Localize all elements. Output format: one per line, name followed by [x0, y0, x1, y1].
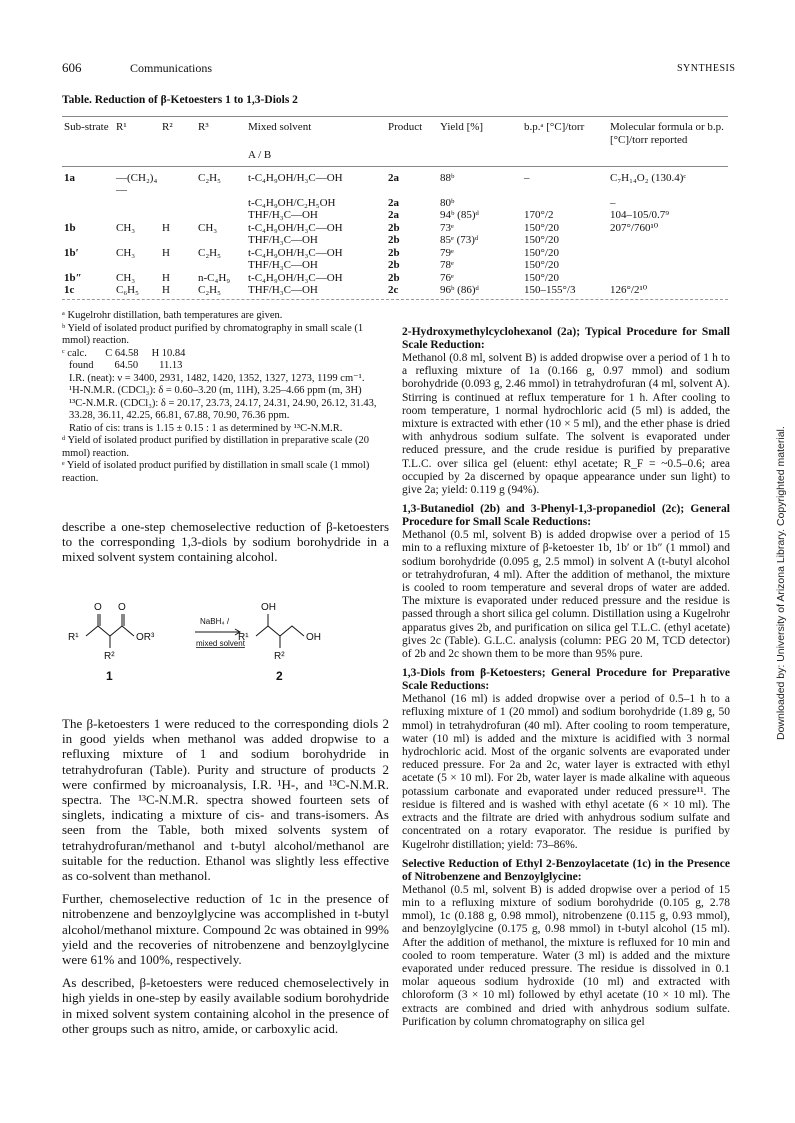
footnote-c-found: found 64.50 11.13 [69, 360, 183, 371]
table-cell: 150°/20 [524, 234, 559, 246]
table-cell: 1b′ [64, 246, 79, 259]
table-cell [160, 259, 196, 272]
table-cell [608, 247, 728, 260]
table-cell: C₇H₁₄O₂ (130.4)ᶜ [610, 171, 687, 184]
table-cell [160, 234, 196, 247]
solvent-subheader: A / B [246, 146, 386, 166]
table-cell: 79ᵉ [440, 246, 454, 259]
table-cell: 1a [64, 171, 75, 184]
table-cell [608, 234, 728, 247]
table-cell [114, 209, 160, 222]
table-cell [196, 259, 246, 272]
footnote-e: ᵉ Yield of isolated product purified by distillation in small scale (1 mmol) reaction. [62, 460, 370, 484]
col-header-product: Product [388, 121, 423, 133]
footnote-c-cnmr: ¹³C-N.M.R. (CDCl₃): δ = 20.17, 23.73, 24.17, 24.31, 24.90, 26.12, 31.43, 33.28, 36.11, 42.25, 66.81, 67.88, 70.90, 76.36 ppm. [69, 397, 377, 421]
table-cell: 2b [388, 246, 400, 259]
table-row [62, 259, 728, 272]
footnote-c-hnmr: ¹H-N.M.R. (CDCl₃): δ = 0.60–3.20 (m, 11H), 3.25–4.66 ppm (m, 3H) [69, 385, 362, 396]
footnote-d: ᵈ Yield of isolated product purified by distillation in preparative scale (20 mmol) reaction. [62, 435, 370, 459]
table-cell: C₂H₅ [198, 171, 221, 184]
label-oh2: OH [306, 632, 321, 643]
left-body-top [62, 519, 389, 573]
table-cell [114, 259, 160, 272]
table-row [62, 284, 728, 297]
table-cell: 1b [64, 221, 76, 234]
body-paragraph-2: The β-ketoesters 1 were reduced to the corresponding diols 2 in good yields when methanol was added dropwise to a refluxing mixture of 1 and sodium borohydride in tetrahydrofuran (Table). Purity and structure of products 2 were confirmed by microanalysis, I.R. ¹H-, and ¹³C-N.M.R. spectra. The ¹³C-N.M.R. spectra showed fourteen sets of singlets, indicating a mixture of cis- and trans-isomers. As seen from the Table, both mixed solvents system of tetrahydrofuran/methanol and t-butyl alcohol/methanol are suitable for the reduction. Ethanol was slightly less effective as co-solvent than methanol. [62, 716, 389, 884]
table-cell: 150°/20 [524, 259, 559, 271]
table-cell: – [610, 196, 616, 209]
table-cell: t-C₄H₉OH/H₃C—OH [248, 271, 343, 284]
table-cell: 2b [388, 259, 400, 271]
reaction-scheme [62, 588, 402, 688]
table-bottom-rule [62, 299, 728, 300]
table-cell [160, 197, 196, 210]
table-cell: t-C₄H₉OH/C₂H₅OH [248, 196, 336, 209]
footnote-b: ᵇ Yield of isolated product purified by chromatography in small scale (1 mmol) reaction. [62, 322, 364, 346]
label-oh1: OH [261, 602, 276, 613]
table-cell: 170°/2 [524, 209, 554, 221]
heading-selective-reduction: Selective Reduction of Ethyl 2-Benzoylacetate (1c) in the Presence of Nitrobenzene and Benzoylglycine: [402, 857, 730, 883]
section-title: Communications [130, 61, 212, 75]
table-cell [608, 272, 728, 285]
table-row [62, 234, 728, 247]
footnote-a: ᵃ Kugelrohr distillation, bath temperatures are given. [62, 310, 283, 321]
table-cell [62, 259, 114, 272]
procedure-selective: Methanol (0.5 ml, solvent B) is added dropwise over a period of 15 min to a refluxing mixture of sodium borohydride (0.105 g, 2.78 mmol), 1c (0.188 g, 0.98 mmol), nitrobenzene (0.115 g, 0.93 mmol), and benzoylglycine (0.175 g, 0.98 mmol) in t-butyl alcohol (15 ml). After the addition of methanol, the mixture is refluxed for 10 min and cooled to room temperature. Water (3 ml) is added and the mixture evaporated under reduced pressure. The residue is dissolved in 0.1 molar aqueous sodium hydroxide (10 ml) and extracted with chloroform (3 × 10 ml) followed by ethyl acetate (10 × 10 ml). The extracts are combined and dried with anhydrous sodium sulfate. Purification by column chromatography on silica gel [402, 883, 730, 1028]
table-cell [62, 209, 114, 222]
table-cell: 2b [388, 234, 400, 246]
table-cell [160, 166, 196, 197]
table-cell [62, 197, 114, 210]
ketoester-backbone [86, 626, 134, 636]
table-cell [196, 234, 246, 247]
table-cell: 2b [388, 221, 400, 234]
heading-preparative-procedure: 1,3-Diols from β-Ketoesters; General Procedure for Preparative Scale Reductions: [402, 667, 730, 693]
table-cell: H [162, 271, 170, 284]
reagent-solvent: mixed solvent [196, 639, 245, 648]
results-table [62, 115, 728, 297]
table-cell: 76ᵉ [440, 271, 454, 284]
table-cell: n-C₄H₉ [198, 271, 231, 284]
table-title: Table. Reduction of β-Ketoesters 1 to 1,3-Diols 2 [62, 94, 298, 106]
body-paragraph-4: As described, β-ketoesters were reduced chemoselectively in high yields in one-step by easily available sodium borohydride in mixed solvent system containing alcohol in the presence of other groups such as nitro, amide, or carboxylic acid. [62, 975, 389, 1036]
table-cell: 2b [388, 271, 400, 284]
table-cell: THF/H₃C—OH [248, 209, 318, 221]
table-row [62, 247, 728, 260]
table-cell: 150°/20 [524, 271, 559, 284]
table-cell: 94ᵇ (85)ᵈ [440, 209, 479, 221]
table-cell: 2c [388, 284, 399, 296]
table-cell [196, 209, 246, 222]
compound-number-1: 1 [106, 669, 113, 683]
table-row [62, 166, 728, 197]
table-cell: C₂H₅ [198, 246, 221, 259]
table-cell: t-C₄H₉OH/H₃C—OH [248, 171, 343, 184]
page-number: 606 [62, 60, 82, 75]
compound-number-2: 2 [276, 669, 283, 683]
table-cell: 78ᵉ [440, 259, 454, 271]
experimental-section [402, 326, 730, 1029]
heading-2a-procedure: 2-Hydroxymethylcyclohexanol (2a); Typical Procedure for Small Scale Reduction: [402, 326, 730, 351]
label-r1-product: R¹ [238, 632, 249, 643]
table-cell: 73ᵉ [440, 221, 454, 234]
table-cell: 126°/2¹⁰ [610, 284, 648, 296]
table-cell [608, 259, 728, 272]
table-cell: 150°/20 [524, 221, 559, 234]
table-cell [196, 197, 246, 210]
table-cell: t-C₄H₉OH/H₃C—OH [248, 221, 343, 234]
label-r1: R¹ [68, 632, 79, 643]
journal-name: SYNTHESIS [677, 63, 736, 74]
table-row [62, 209, 728, 222]
table-cell: 80ᵇ [440, 196, 455, 209]
table-footnotes [62, 310, 392, 485]
table-cell: C₂H₅ [198, 284, 221, 296]
table-cell: 88ᵇ [440, 171, 455, 184]
col-header-r1: R¹ [116, 121, 127, 133]
table-cell: CH₃ [116, 246, 136, 259]
footnote-c-ratio: Ratio of cis: trans is 1.15 ± 0.15 : 1 as determined by ¹³C-N.M.R. [69, 422, 343, 434]
table-cell: 2a [388, 196, 399, 209]
body-paragraph-1: describe a one-step chemoselective reduction of β-ketoesters to the corresponding 1,3-diols by sodium borohydride in a mixed solvent system containing alcohol. [62, 519, 389, 565]
table-cell: H [162, 246, 170, 259]
col-header-r3: R³ [198, 121, 209, 133]
table-cell [114, 234, 160, 247]
table-cell: 1c [64, 284, 75, 296]
diol-backbone [256, 626, 304, 636]
col-header-solvent: Mixed solvent [248, 121, 312, 133]
table-cell: 150–155°/3 [524, 284, 576, 296]
label-o1: O [94, 602, 102, 613]
footnote-c-ir: I.R. (neat): ν = 3400, 2931, 1482, 1420, 1352, 1327, 1273, 1199 cm⁻¹. [69, 372, 365, 384]
table-cell: 1b″ [64, 271, 82, 284]
col-header-formula: Molecular formula or b.p. [°C]/torr reported [610, 121, 724, 146]
label-or3: OR³ [136, 632, 155, 643]
table-row [62, 272, 728, 285]
table-row [62, 197, 728, 210]
col-header-r2: R² [162, 121, 173, 133]
table-cell: t-C₄H₉OH/H₃C—OH [248, 246, 343, 259]
table-cell: CH₃ [116, 271, 136, 284]
procedure-2b-2c: Methanol (0.5 ml, solvent B) is added dropwise over a period of 15 min to a refluxing mixture of β-ketoester 1b, 1b′ or 1b″ (1 mmol) and sodium borohydride (0.095 g, 2.5 mmol) in solvent A (t-butyl alcohol or tetrahydrofuran, 4 ml). After the addition of methanol, the mixture is cooled to room temperature and several drops of water are added. The mixture is evaporated under reduced pressure and the residue is passed through a short silica gel column. Distillation using a Kugelrohr apparatus gives 2b, and purification on silica gel T.L.C. (ethyl acetate) gives 2c (Table). G.L.C. analysis (column: PEG 20 M, TCD detector) of 2b and 2c shown them to be more than 95% pure. [402, 529, 731, 661]
table-cell: THF/H₃C—OH [248, 259, 318, 271]
body-paragraph-3: Further, chemoselective reduction of 1c in the presence of nitrobenzene and benzoylglycine was accomplished in t-butyl alcohol/methanol mixture. Compound 2c was obtained in 99% yield and the recoveries of nitrobenzene and benzoylglycine were 61% and 100%, respectively. [62, 891, 389, 968]
table-cell: – [524, 171, 530, 184]
table-cell: H [162, 221, 170, 234]
table-cell: CH₃ [198, 221, 218, 234]
col-header-bp: b.p.ᵃ [°C]/torr [524, 121, 585, 133]
label-r2: R² [104, 651, 115, 662]
col-header-substrate: Sub-strate [64, 121, 109, 133]
procedure-2a: Methanol (0.8 ml, solvent B) is added dropwise over a period of 1 h to a refluxing mixture of 1a (0.166 g, 0.97 mmol) and sodium borohydride (0.093 g, 2.46 mmol) in tetrahydrofuran (4 ml, solvent A). Stirring is continued at reflux temperature for 1 h. After cooling to room temperature, 1 normal hydrochloric acid (5 ml) is added, the mixture is extracted with ether (10 × 5 ml), and the ether phase is dried with anhydrous sodium sulfate. The solvent is evaporated under reduced pressure, and the crude residue is purified by preparative T.L.C. over silica gel (eluent: ethyl acetate; R_F = ~0.5–0.6; area occupied by 2a discerned by opaque appearance under sun light) to give 2a; yield: 0.119 g (94%). [402, 352, 730, 497]
footnote-c-calc: ᶜ calc. C 64.58 H 10.84 [62, 347, 186, 359]
left-body-bottom [62, 716, 389, 1044]
table-cell: THF/H₃C—OH [248, 234, 318, 246]
heading-2b-2c-procedure: 1,3-Butanediol (2b) and 3-Phenyl-1,3-propanediol (2c); General Procedure for Small Scale Reductions: [402, 503, 730, 529]
reagent-nabh4: NaBH₄ / [200, 617, 230, 626]
label-o2: O [118, 602, 126, 613]
table-cell [114, 197, 160, 210]
table-cell: 96ᵇ (86)ᵈ [440, 284, 479, 296]
table-cell: 207°/760¹⁰ [610, 221, 659, 234]
table-row [62, 222, 728, 235]
table-cell: 2a [388, 209, 399, 221]
table-cell: 85ᵉ (73)ᵈ [440, 234, 479, 246]
table-cell: 150°/20 [524, 246, 559, 259]
table-cell: THF/H₃C—OH [248, 284, 318, 296]
table-cell [522, 197, 608, 210]
table-cell: —(CH₂)₄— [116, 171, 158, 196]
procedure-preparative: Methanol (16 ml) is added dropwise over a period of 0.5–1 h to a refluxing mixture of 1 (20 mmol) and sodium borohydride (1.89 g, 50 mmol) in tetrahydrofuran (40 ml). After cooling to room temperature, water (10 ml) is added and the mixture is acidified with 3 normal hydrochloric acid. Most of the organic solvents are evaporated under reduced pressure. For 2a and 2c, water layer is extracted with ethyl acetate (5 × 10 ml). For 2b, water layer is made alkaline with aqueous potassium carbonate and evaporated under reduced pressure¹¹. The residue is filtered and is washed with ethyl acetate (6 × 10 ml). The extracts and the filtrate are dried with anhydrous sodium sulfate and concentrated on a rotary evaporator. The residue is purified by Kugelrohr distillation; yield: 73–86%. [402, 693, 730, 851]
label-r2-product: R² [274, 651, 285, 662]
table-cell: H [162, 284, 170, 296]
table-cell [160, 209, 196, 222]
table-cell: 2a [388, 171, 399, 184]
table-cell: C₆H₅ [116, 284, 139, 296]
table-cell [62, 234, 114, 247]
table-cell: 104–105/0.7⁹ [610, 209, 670, 221]
col-header-yield: Yield [%] [440, 121, 484, 133]
download-notice: Downloaded by: University of Arizona Library. Copyrighted material. [775, 426, 787, 740]
table-cell: CH₃ [116, 221, 136, 234]
